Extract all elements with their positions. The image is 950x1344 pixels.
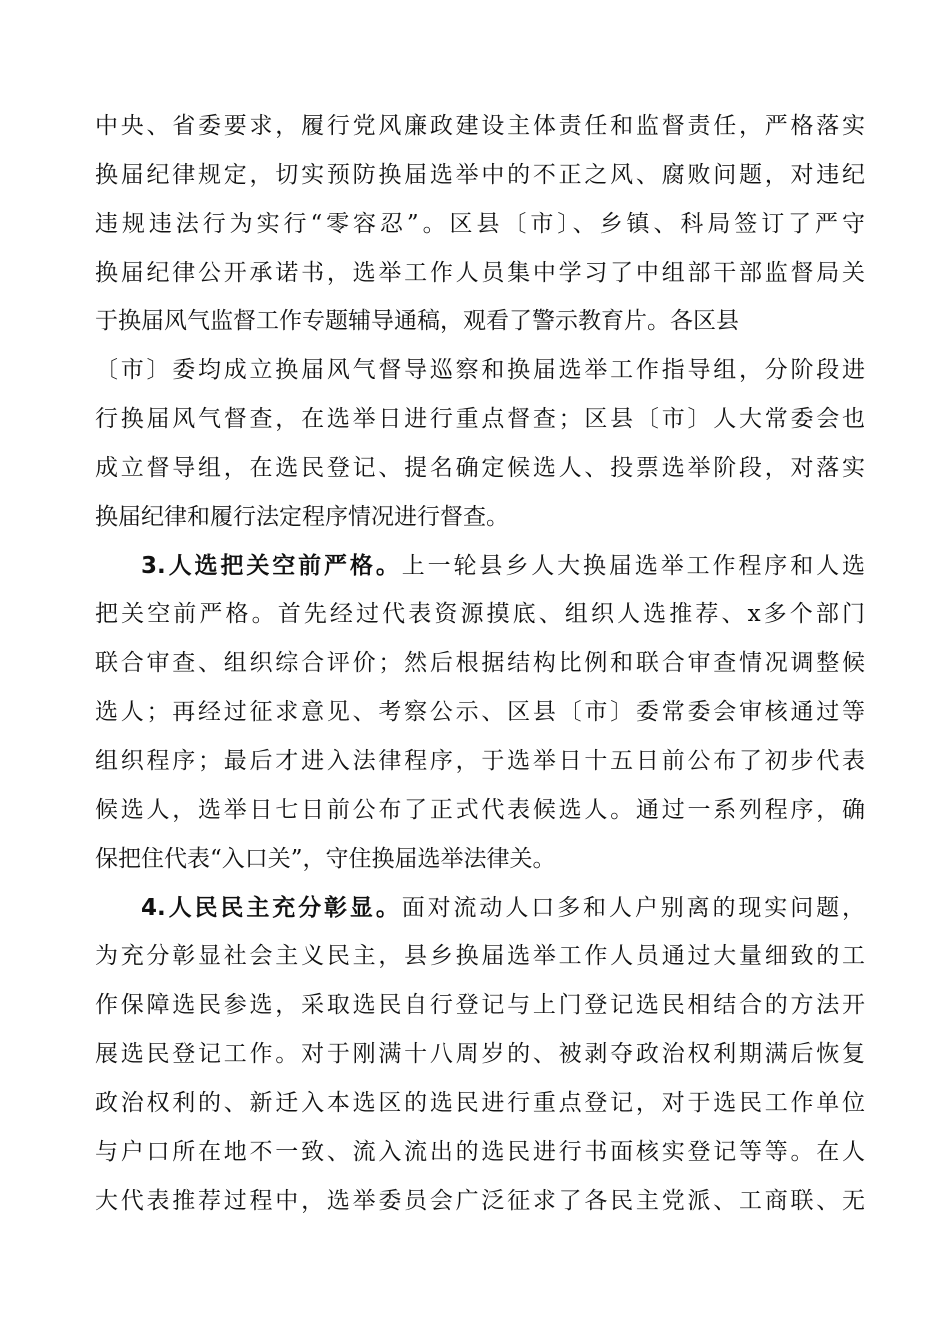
paragraph-people-democracy xyxy=(95,884,865,1226)
text-line: 选人；再经过征求意见、考察公示、区县〔市〕委常委会审核通过等 xyxy=(95,699,865,726)
text-line: 候选人，选举日七日前公布了正式代表候选人。通过一系列程序，确 xyxy=(95,796,865,823)
text-line xyxy=(95,542,865,591)
text-line: 组织程序；最后才进入法律程序，于选举日十五日前公布了初步代表 xyxy=(95,747,865,774)
text-run: 上一轮县乡人大换届选举工作程序和人选 xyxy=(401,552,865,579)
text-line: 与户口所在地不一致、流入流出的选民进行书面核实登记等等。在人 xyxy=(95,1138,865,1165)
text-line: 违规违法行为实行“零容忍”。区县〔市〕、乡镇、科局签订了严守 xyxy=(95,210,865,237)
text-line: 大代表推荐过程中，选举委员会广泛征求了各民主党派、工商联、无 xyxy=(95,1187,865,1214)
section-heading: 4.人民民主充分彰显。 xyxy=(141,894,402,921)
text-line: 〔市〕委均成立换届风气督导巡察和换届选举工作指导组，分阶段进 xyxy=(95,357,865,384)
text-line xyxy=(95,884,865,933)
text-line: 展选民登记工作。对于刚满十八周岁的、被剥夺政治权利期满后恢复 xyxy=(95,1041,865,1068)
text-line: 换届纪律公开承诺书，选举工作人员集中学习了中组部干部监督局关 xyxy=(95,259,865,286)
document-body xyxy=(95,102,865,1225)
text-line: 成立督导组，在选民登记、提名确定候选人、投票选举阶段，对落实 xyxy=(95,454,865,481)
text-line: 把关空前严格。首先经过代表资源摸底、组织人选推荐、x多个部门 xyxy=(95,601,865,628)
paragraph-discipline xyxy=(95,102,865,542)
text-line: 中央、省委要求，履行党风廉政建设主体责任和监督责任，严格落实 xyxy=(95,113,865,139)
text-line: 换届纪律规定，切实预防换届选举中的不正之风、腐败问题，对违纪 xyxy=(95,161,865,188)
section-heading: 3.人选把关空前严格。 xyxy=(141,552,402,579)
text-line: 于换届风气监督工作专题辅导通稿，观看了警示教育片。各区县 xyxy=(95,308,739,335)
text-line: 联合审查、组织综合评价；然后根据结构比例和联合审查情况调整候 xyxy=(95,650,865,677)
text-line: 政治权利的、新迁入本选区的选民进行重点登记，对于选民工作单位 xyxy=(95,1089,865,1116)
text-line: 保把住代表“入口关”，守住换届选举法律关。 xyxy=(95,845,556,872)
text-line: 换届纪律和履行法定程序情况进行督查。 xyxy=(95,503,509,530)
text-line: 行换届风气督查，在选举日进行重点督查；区县〔市〕人大常委会也 xyxy=(95,406,865,433)
text-line: 为充分彰显社会主义民主，县乡换届选举工作人员通过大量细致的工 xyxy=(95,943,865,970)
text-line: 作保障选民参选，采取选民自行登记与上门登记选民相结合的方法开 xyxy=(95,992,865,1019)
text-run: 面对流动人口多和人户别离的现实问题， xyxy=(401,894,865,921)
paragraph-candidate-vetting xyxy=(95,542,865,884)
